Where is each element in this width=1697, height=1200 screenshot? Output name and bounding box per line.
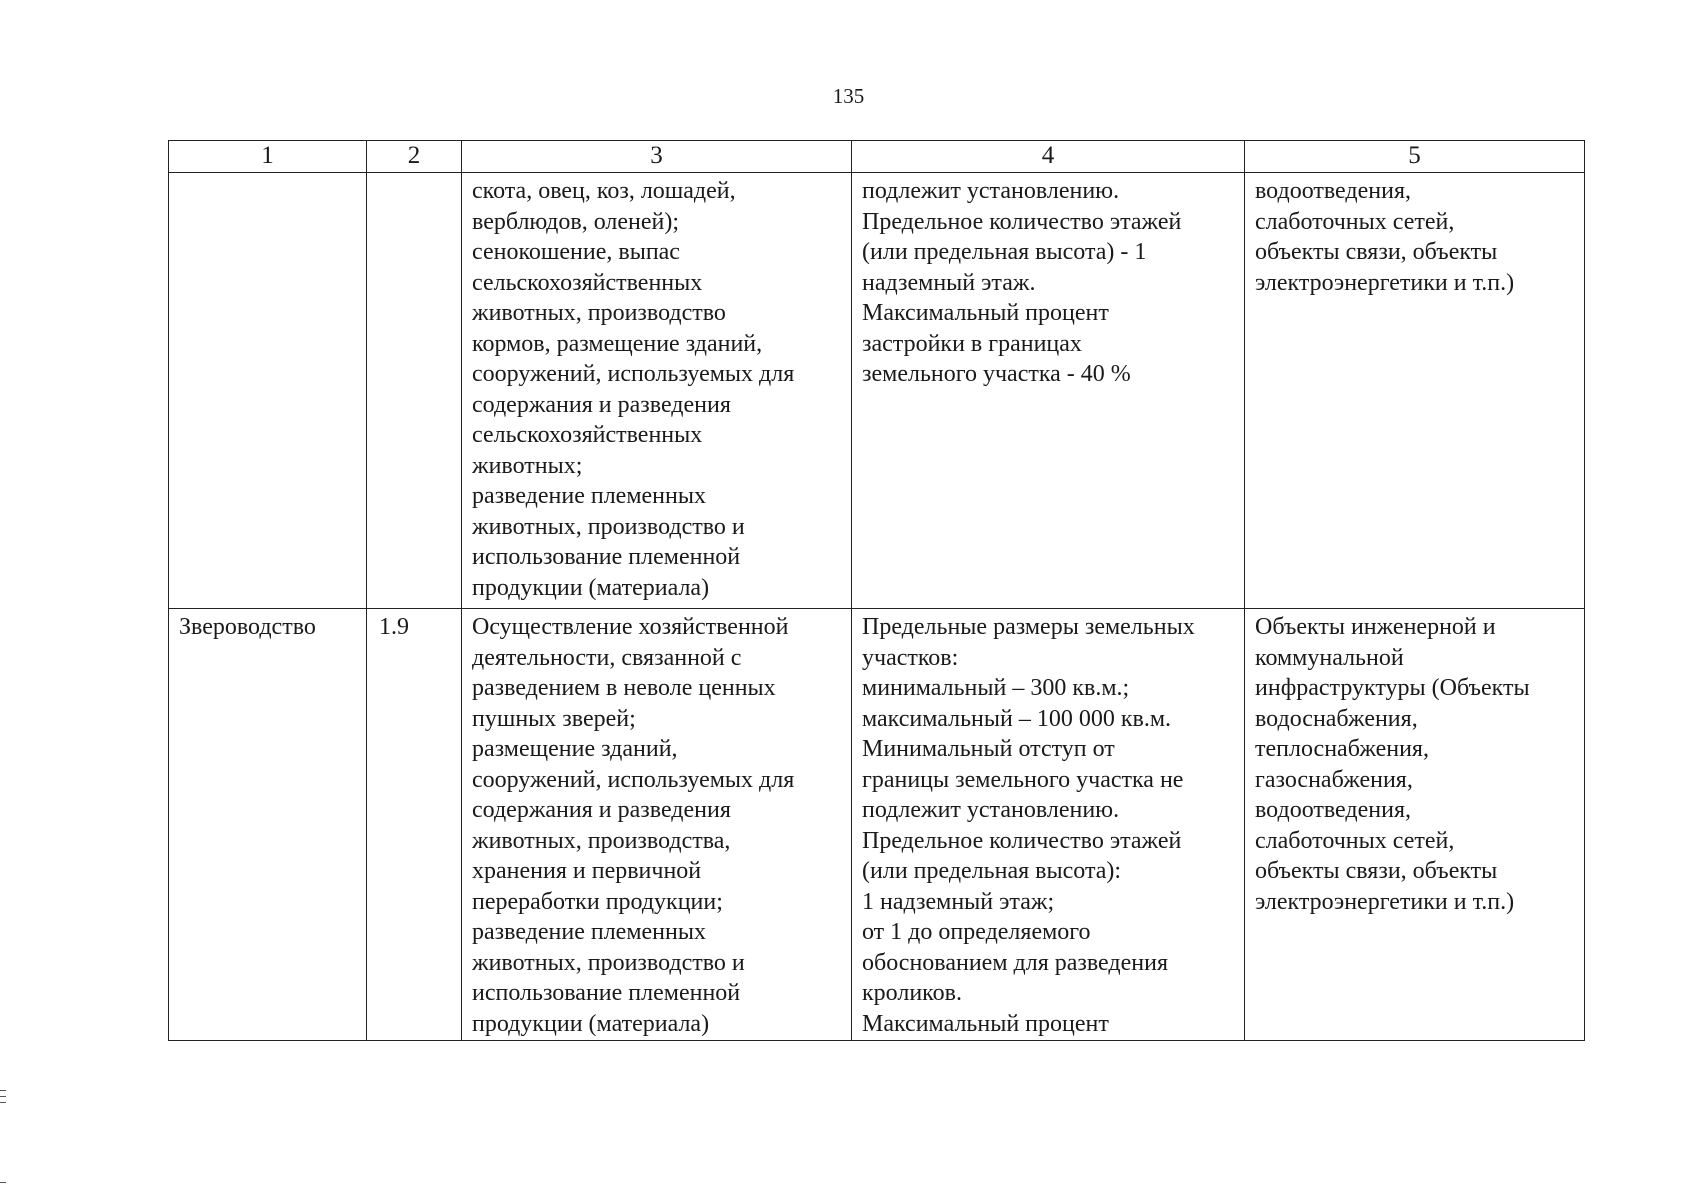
cell-line: подлежит установлению. — [862, 178, 1120, 204]
cell-line: электроэнергетики и т.п.) — [1255, 888, 1515, 915]
cell-line: водоотведения, — [1255, 178, 1411, 204]
page-number: 135 — [832, 84, 865, 108]
cell-line: использование племенной — [472, 980, 741, 1006]
cell-parameters — [852, 173, 1245, 609]
cell-line: от 1 до определяемого — [862, 919, 1091, 945]
cell-line: разведение племенных — [472, 483, 706, 509]
cell-line: максимальный – 100 000 кв.м. — [862, 705, 1172, 732]
cell-line: животных, производство и — [472, 513, 745, 540]
cell-line: сенокошение, выпас — [472, 239, 680, 265]
cell-parameters — [852, 609, 1245, 1041]
cell-line: разведение племенных — [472, 919, 706, 945]
cell-line: Предельное количество этажей — [862, 827, 1182, 854]
scan-mark — [0, 1182, 6, 1183]
cell-line: разведением в неволе ценных — [472, 675, 776, 701]
cell-line: содержания и разведения — [472, 391, 731, 418]
cell-line: (или предельная высота) - 1 — [862, 239, 1147, 265]
cell-line: минимальный – 300 кв.м.; — [862, 675, 1130, 701]
cell-line: 1 надземный этаж; — [862, 888, 1055, 915]
cell-line: Объекты инженерной и — [1255, 614, 1496, 640]
cell-line: животных, производства, — [472, 827, 731, 854]
cell-line: слаботочных сетей, — [1255, 208, 1455, 235]
cell-line: инфраструктуры (Объекты — [1255, 675, 1530, 701]
cell-line: водоотведения, — [1255, 797, 1411, 823]
cell-line: животных; — [472, 452, 583, 479]
table-row — [169, 173, 1585, 609]
cell-line: слаботочных сетей, — [1255, 827, 1455, 854]
column-header-1: 1 — [169, 141, 367, 173]
cell-line: переработки продукции; — [472, 888, 723, 915]
cell-line: животных, производство — [472, 300, 726, 326]
cell-line: обоснованием для разведения — [862, 949, 1168, 976]
cell-line: застройки в границах — [862, 330, 1082, 357]
cell-line: продукции (материала) — [472, 574, 710, 601]
cell-line: продукции (материала) — [472, 1010, 710, 1037]
cell-line: верблюдов, оленей); — [472, 208, 679, 235]
cell-line: животных, производство и — [472, 949, 745, 976]
cell-line: водоснабжения, — [1255, 705, 1418, 732]
cell-related-objects — [1245, 173, 1585, 609]
cell-use-code: 1.9 — [367, 609, 462, 1041]
cell-line: земельного участка - 40 % — [862, 361, 1131, 387]
cell-line: надземный этаж. — [862, 269, 1036, 296]
cell-line: сооружений, используемых для — [472, 361, 795, 387]
column-header-2: 2 — [367, 141, 462, 173]
cell-line: коммунальной — [1255, 644, 1404, 671]
cell-line: Осуществление хозяйственной — [472, 614, 789, 640]
cell-line: Минимальный отступ от — [862, 736, 1115, 762]
table-header-row — [169, 141, 1585, 173]
cell-use-description — [462, 173, 852, 609]
cell-line: деятельности, связанной с — [472, 644, 742, 671]
cell-use-code — [367, 173, 462, 609]
cell-line: электроэнергетики и т.п.) — [1255, 269, 1515, 296]
cell-line: Максимальный процент — [862, 1010, 1109, 1037]
cell-line: теплоснабжения, — [1255, 736, 1429, 762]
cell-line: кормов, размещение зданий, — [472, 330, 763, 357]
scan-mark — [0, 1096, 6, 1097]
cell-line: скота, овец, коз, лошадей, — [472, 178, 736, 204]
cell-line: сельскохозяйственных — [472, 269, 703, 296]
cell-line: сооружений, используемых для — [472, 766, 795, 793]
cell-line: хранения и первичной — [472, 858, 702, 884]
scan-mark — [0, 1102, 6, 1103]
column-header-5: 5 — [1245, 141, 1585, 173]
cell-line: сельскохозяйственных — [472, 422, 703, 448]
regulations-table — [168, 140, 1585, 1041]
cell-use-name — [169, 173, 367, 609]
cell-line: Предельные размеры земельных — [862, 614, 1195, 640]
scan-mark — [0, 1090, 6, 1091]
cell-related-objects — [1245, 609, 1585, 1041]
cell-line: использование племенной — [472, 544, 741, 570]
cell-line: подлежит установлению. — [862, 797, 1120, 823]
column-header-3: 3 — [462, 141, 852, 173]
cell-line: газоснабжения, — [1255, 766, 1413, 793]
cell-line: объекты связи, объекты — [1255, 239, 1498, 265]
cell-line: кроликов. — [862, 980, 962, 1006]
table-row — [169, 609, 1585, 1041]
cell-line: границы земельного участка не — [862, 766, 1184, 793]
cell-line: (или предельная высота): — [862, 858, 1122, 884]
cell-line: участков: — [862, 644, 959, 671]
cell-line: размещение зданий, — [472, 736, 678, 762]
column-header-4: 4 — [852, 141, 1245, 173]
cell-use-name: Звероводство — [169, 609, 367, 1041]
cell-use-description — [462, 609, 852, 1041]
cell-line: объекты связи, объекты — [1255, 858, 1498, 884]
cell-line: пушных зверей; — [472, 705, 636, 732]
cell-line: Максимальный процент — [862, 300, 1109, 326]
cell-line: Предельное количество этажей — [862, 208, 1182, 235]
cell-line: содержания и разведения — [472, 797, 731, 823]
